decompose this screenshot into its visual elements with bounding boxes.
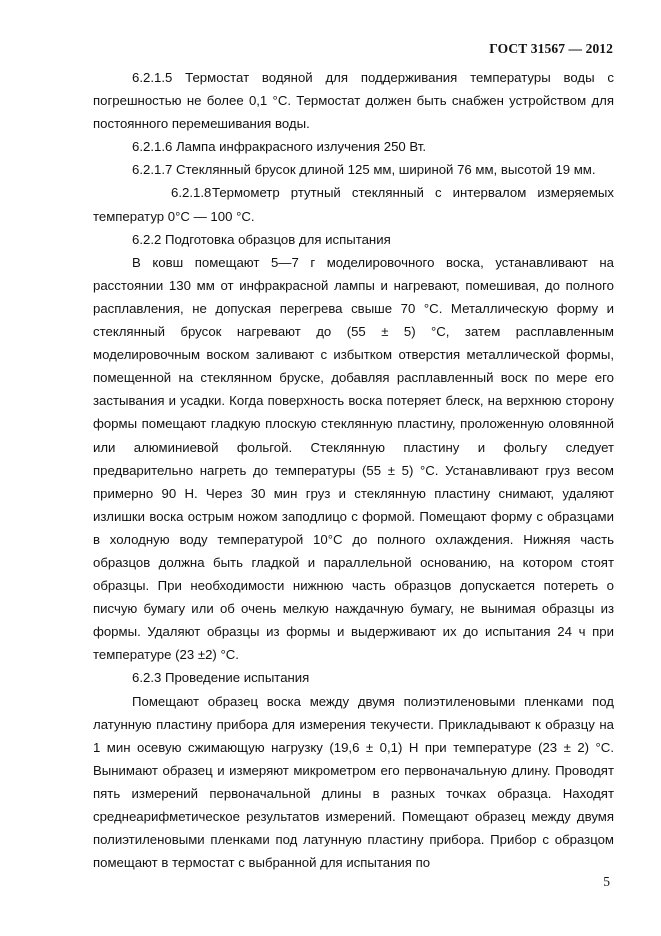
section-heading-6-2-3: 6.2.3 Проведение испытания xyxy=(132,670,310,686)
paragraph-test-procedure: Помещают образец воска между двумя полиэтиленовыми пленками под латунную пластину прибора для измерения текучести. Прикладывают к образцу на 1 мин осевую сжимающую нагрузку (19,6 ± 0,1) Н при температуре (23 ± 2) °С. Вынимают образец и измеряют микрометром его первоначальную длину. Проводят пять измерений первоначальной длины в разных точках образца. Находят среднеарифметическое результатов измерений. Помещают образец между двумя полиэтиленовыми пленками под латунную пластину прибора. Прибор с образцом помещают в термостат с выбранной для испытания по xyxy=(93,693,614,871)
document-header: ГОСТ 31567 — 2012 xyxy=(489,41,613,56)
item-text: Термометр ртутный стеклянный с интервалом измеряемых температур 0°С — 100 °С. xyxy=(93,185,614,224)
paragraph-6-2-1-7: 6.2.1.7 Стеклянный брусок длиной 125 мм, шириной 76 мм, высотой 19 мм. xyxy=(132,162,596,178)
paragraph-6-2-1-6: 6.2.1.6 Лампа инфракрасного излучения 250 Вт. xyxy=(132,139,426,155)
paragraph-6-2-1-8 xyxy=(93,181,614,227)
section-heading-6-2-2: 6.2.2 Подготовка образцов для испытания xyxy=(132,231,391,247)
paragraph-sample-preparation: В ковш помещают 5—7 г моделировочного воска, устанавливают на расстоянии 130 мм от инфракрасной лампы и нагревают, помешивая, до полного расплавления, не допуская перегрева свыше 70 °С. Металлическую форму и стеклянный брусок нагревают до (55 ± 5) °С, затем расплавленным моделировочным воском заливают с избытком отверстия металлической формы, помещенной на стеклянном бруске, добавляя расплавленный воск по мере его застывания и усадки. Когда поверхность воска потеряет блеск, на верхнюю сторону формы помещают гладкую плоскую стеклянную пластину, проложенную оловянной или алюминиевой фольгой. Стеклянную пластину и фольгу следует предварительно нагреть до температуры (55 ± 5) °С. Устанавливают груз весом примерно 90 Н. Через 30 мин груз и стеклянную пластину снимают, удаляют излишки воска острым ножом заподлицо с формой. Помещают форму с образцами в холодную воду температурой 10°С до полного охлаждения. Нижняя часть образцов должна быть гладкой и параллельной основанию, на котором стоят образцы. При необходимости нижнюю часть образцов допускается потереть о писчую бумагу или об очень мелкую наждачную бумагу, не вынимая образцы из формы. Удаляют образцы из формы и выдерживают их до испытания 24 ч при температуре (23 ±2) °С. xyxy=(93,254,614,663)
paragraph-6-2-1-5: 6.2.1.5 Термостат водяной для поддерживания температуры воды с погрешностью не более 0,1 °С. Термостат должен быть снабжен устройством для постоянного перемешивания воды. xyxy=(93,70,614,132)
page-number: 5 xyxy=(603,874,610,889)
document-body xyxy=(93,66,614,874)
item-number: 6.2.1.8 xyxy=(171,185,212,201)
